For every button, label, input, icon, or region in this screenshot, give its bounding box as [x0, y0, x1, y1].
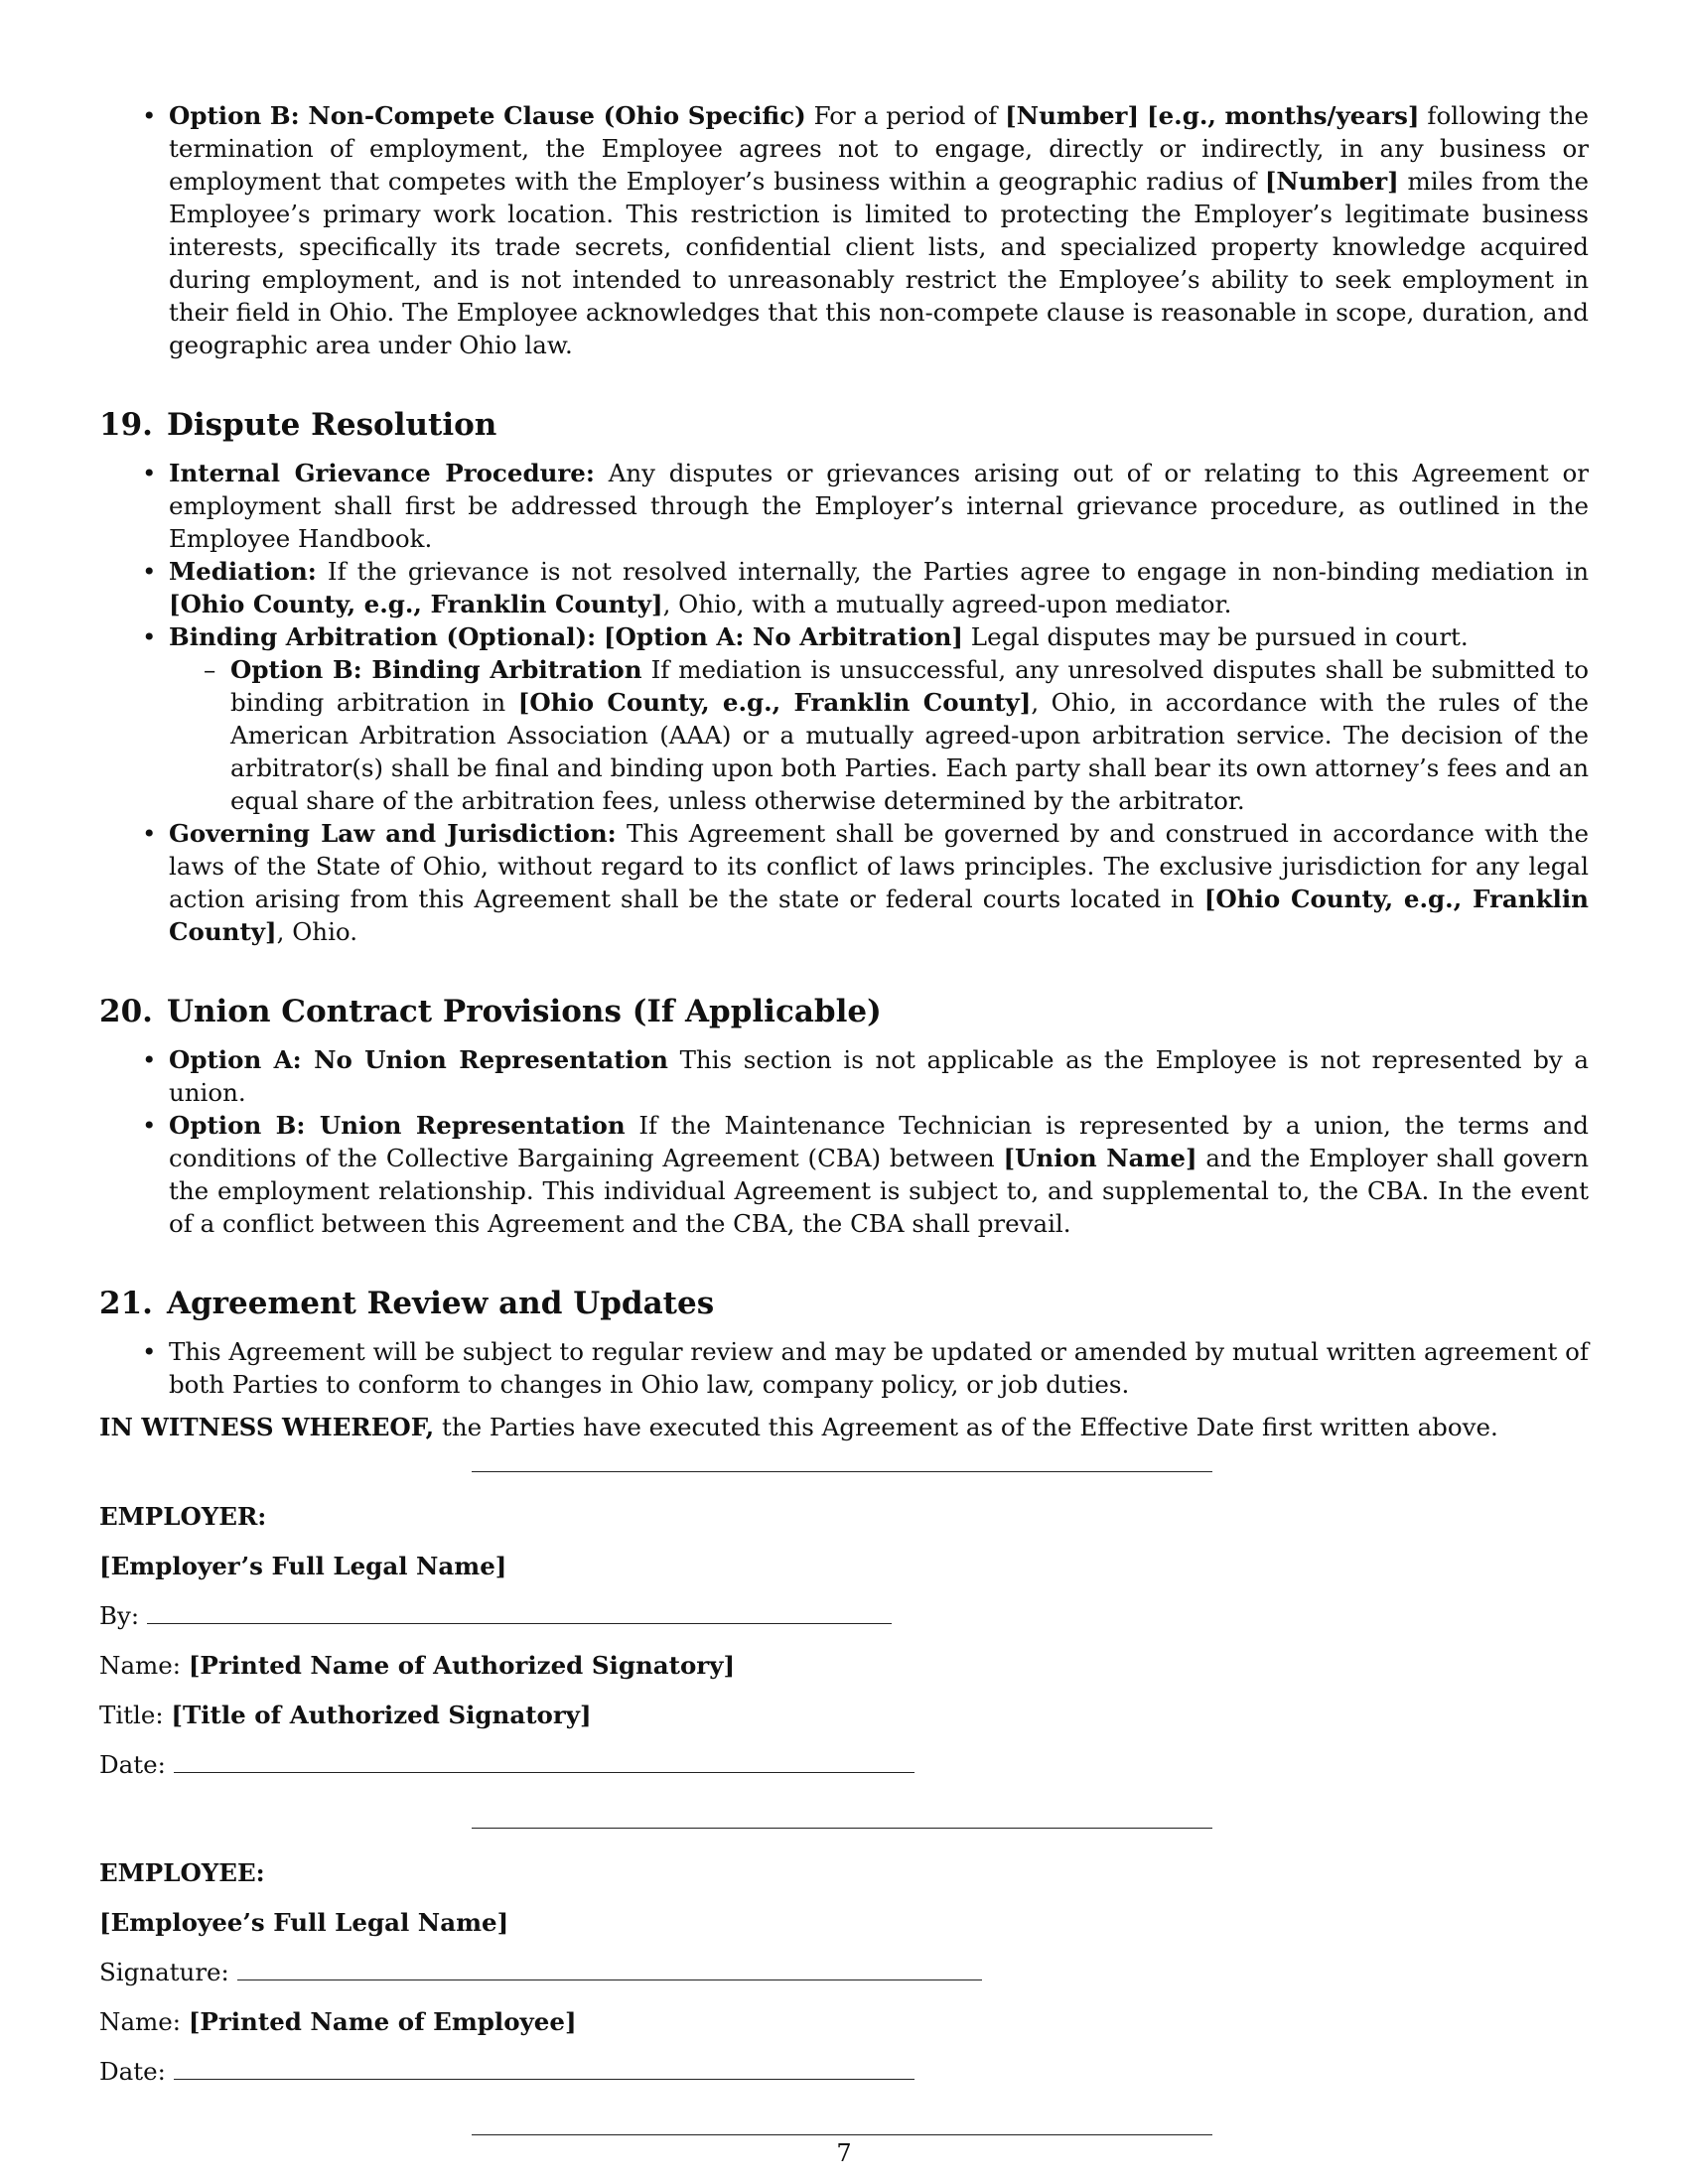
governing-law-text: This Agreement shall be governed by and construed in accordance with the laws of the State of Ohio, without regard to its conflict of laws principles. The exclusive jurisdiction for any legal action arising from this Agreement shall be the state or federal courts located in [169, 819, 1590, 913]
mediation-text: If the grievance is not resolved internally, the Parties agree to engage in non-binding mediation in [316, 557, 1589, 586]
noncompete-text: miles from the Employee’s primary work location. This restriction is limited to protecting the Employer’s legitimate business interests, specifically its trade secrets, confidential client lists, and specialized property knowledge acquired during employment, and is not intended to unreasonably restrict the Employee’s ability to seek employment in their field in Ohio. The Employee acknowledges that this non-compete clause is reasonable in scope, duration, and geographic area under Ohio law. [169, 167, 1589, 359]
employer-legal-name [99, 1550, 1589, 1582]
employer-name-line [99, 1649, 1589, 1682]
placeholder-county: [Ohio County, e.g., Franklin County] [517, 688, 1032, 717]
placeholder-signatory-title: [Title of Authorized Signatory] [171, 1701, 592, 1729]
union-option-a-label: Option A: No Union Representation [169, 1045, 668, 1074]
union-option-b-text: and the Employer shall govern the employment relationship. This individual Agreement is subject to, and supplemental to, the CBA. In the event of a conflict between this Agreement and the CBA, the CBA shall prevail. [169, 1144, 1589, 1238]
section-title: Dispute Resolution [166, 407, 497, 443]
employer-date-field[interactable] [174, 1750, 914, 1773]
arbitration-option-b-label: Option B: Binding Arbitration [230, 655, 642, 684]
witness-label: IN WITNESS WHEREOF, [99, 1413, 435, 1441]
date-label: Date: [99, 2057, 166, 2086]
signature-separator [472, 1471, 1212, 1472]
mediation-item [99, 555, 1589, 620]
section-21-heading [99, 1284, 1589, 1323]
placeholder-number: [Number] [1005, 101, 1140, 130]
name-label: Name: [99, 2007, 182, 2036]
grievance-text: Any disputes or grievances arising out of or relating to this Agreement or employment shall first be addressed through the Employer’s internal grievance procedure, as outlined in the Employee Handbook. [169, 459, 1589, 553]
page-number: 7 [836, 2139, 852, 2167]
signature-label: Signature: [99, 1958, 229, 1986]
union-option-b-text: If the Maintenance Technician is represented by a union, the terms and conditions of the Collective Bargaining Agreement (CBA) between [169, 1111, 1589, 1172]
noncompete-text: For a period of [805, 101, 1006, 130]
placeholder-number: [Number] [1264, 167, 1399, 196]
union-option-b-label: Option B: Union Representation [169, 1111, 626, 1140]
signature-separator [472, 2134, 1212, 2135]
employer-date-line [99, 1748, 1589, 1781]
witness-statement [99, 1411, 1589, 1443]
arbitration-option-b-text: If mediation is unsuccessful, any unresolved disputes shall be submitted to binding arbitration in [230, 655, 1589, 717]
review-item: • This Agreement will be subject to regular review and may be updated or amended by mutual written agreement of both Parties to conform to changes in Ohio law, company policy, or job duties. [99, 1335, 1589, 1401]
governing-law-item [99, 817, 1589, 948]
placeholder-period: [e.g., months/years] [1146, 101, 1420, 130]
arbitration-option-b-text: , Ohio, in accordance with the rules of the American Arbitration Association (AAA) or a mutually agreed-upon arbitration service. The decision of the arbitrator(s) shall be final and binding upon both Parties. Each party shall bear its own attorney’s fees and an equal share of the arbitration fees, unless otherwise determined by the arbitrator. [230, 688, 1589, 815]
by-label: By: [99, 1601, 140, 1630]
section-20-heading [99, 992, 1589, 1031]
placeholder-option-a: [Option A: No Arbitration] [603, 622, 964, 651]
employee-signature-field[interactable] [237, 1958, 982, 1980]
employer-by-line [99, 1599, 1589, 1632]
section-number: 21. [99, 1286, 153, 1321]
governing-law-label: Governing Law and Jurisdiction: [169, 819, 617, 848]
section-title: Union Contract Provisions (If Applicable) [166, 994, 882, 1029]
name-label: Name: [99, 1651, 182, 1680]
placeholder-county: [Ohio County, e.g., Franklin County] [169, 590, 663, 618]
section-number: 20. [99, 994, 153, 1029]
employee-date-line [99, 2055, 1589, 2088]
employer-heading-text: EMPLOYER: [99, 1502, 267, 1531]
arbitration-label: Binding Arbitration (Optional): [169, 622, 597, 651]
arbitration-item [99, 620, 1589, 653]
placeholder-employee-name: [Employee’s Full Legal Name] [99, 1908, 509, 1937]
grievance-label: Internal Grievance Procedure: [169, 459, 595, 487]
employer-title-line [99, 1699, 1589, 1731]
employer-heading [99, 1500, 1589, 1533]
placeholder-county: [Ohio County, e.g., Franklin County] [169, 885, 1589, 946]
arbitration-option-b [99, 653, 1589, 817]
employee-heading-text: EMPLOYEE: [99, 1858, 265, 1887]
employee-signature-line [99, 1956, 1589, 1988]
employee-heading [99, 1856, 1589, 1889]
placeholder-union-name: [Union Name] [1003, 1144, 1197, 1172]
union-option-b [99, 1109, 1589, 1240]
employee-name-line [99, 2005, 1589, 2038]
page-content [99, 99, 1589, 2135]
employer-signature-field[interactable] [147, 1601, 892, 1624]
section-title: Agreement Review and Updates [166, 1286, 715, 1321]
witness-text: the Parties have executed this Agreement as of the Effective Date first written above. [434, 1413, 1498, 1441]
title-label: Title: [99, 1701, 164, 1729]
signature-separator [472, 1828, 1212, 1829]
date-label: Date: [99, 1750, 166, 1779]
arbitration-text: Legal disputes may be pursued in court. [963, 622, 1469, 651]
employee-date-field[interactable] [174, 2057, 914, 2080]
noncompete-text: following the termination of employment, the Employee agrees not to engage, directly or indirectly, in any business or employment that competes with the Employer’s business within a geographic radius of [169, 101, 1589, 196]
noncompete-label: Option B: Non-Compete Clause (Ohio Specific) [169, 101, 806, 130]
placeholder-employer-name: [Employer’s Full Legal Name] [99, 1552, 507, 1580]
placeholder-signatory-name: [Printed Name of Authorized Signatory] [188, 1651, 736, 1680]
section-number: 19. [99, 407, 153, 443]
mediation-label: Mediation: [169, 557, 317, 586]
section-19-heading [99, 405, 1589, 445]
employee-legal-name [99, 1906, 1589, 1939]
placeholder-employee-printed-name: [Printed Name of Employee] [188, 2007, 577, 2036]
governing-law-text: , Ohio. [276, 917, 358, 946]
noncompete-option-b [99, 99, 1589, 361]
union-option-a [99, 1043, 1589, 1109]
mediation-text: , Ohio, with a mutually agreed-upon mediator. [662, 590, 1232, 618]
grievance-item [99, 457, 1589, 555]
union-option-a-text: This section is not applicable as the Employee is not represented by a union. [169, 1045, 1589, 1107]
